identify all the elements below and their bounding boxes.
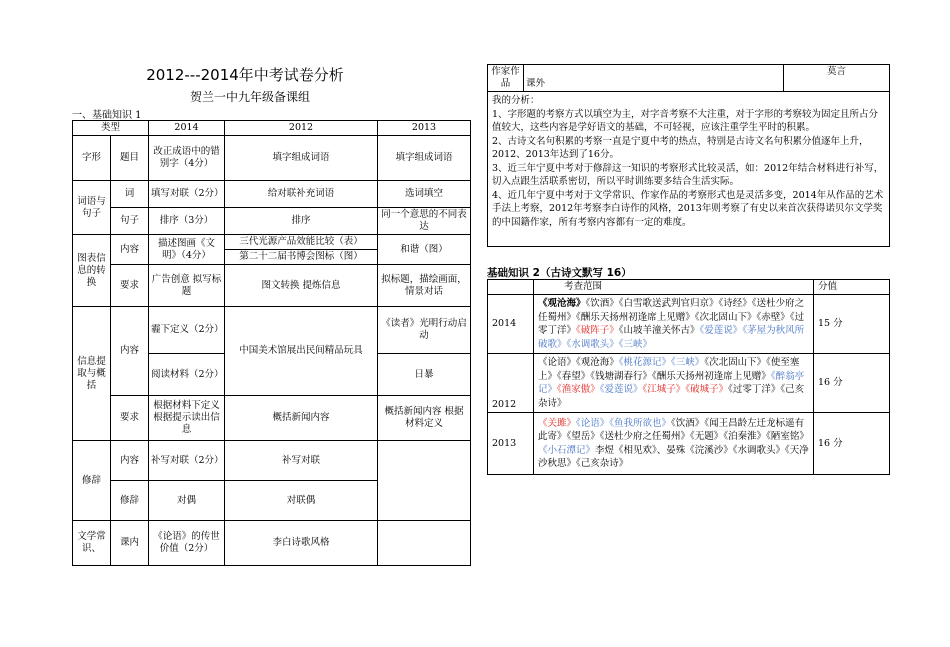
poem-title: 《饮酒》	[671, 417, 705, 429]
sub-cell: 课内	[111, 521, 149, 566]
poem-title: 《使至塞上》	[538, 357, 800, 382]
category-cell: 信息提取与概括	[73, 307, 111, 441]
table-row	[73, 521, 471, 566]
poem-title: 《送杜少府之任蜀州》	[538, 298, 805, 323]
poem-title: 《论语》	[538, 357, 577, 368]
cell-2014: 广告创意 拟写标题	[149, 265, 225, 307]
cell-2014: 霾下定义（2分）	[149, 307, 225, 354]
analysis-point: 1、字形题的考察方式以填空为主，对字音考察不大注重，对于字形的考察较为固定且所占分值较大，这些内容是学好语文的基础，不可轻视，应该注重学生平时的积累。	[492, 108, 879, 133]
cell-2013	[378, 441, 471, 521]
section-heading-1: 一、基础知识 1	[72, 110, 142, 121]
cell-2014: 阅读材料（2分）	[149, 354, 225, 396]
cell-2014: 排序（3分）	[149, 208, 225, 235]
cell-2013: 选词填空	[378, 181, 471, 208]
author-analysis-table	[487, 64, 890, 247]
sub-cell: 要求	[111, 396, 149, 441]
cell-2014: 改正成语中的错别字（4分）	[149, 136, 225, 181]
cell-2013: 日暴	[378, 354, 471, 396]
table-row	[73, 181, 471, 208]
cell-2013: 同一个意思的不同表达	[378, 208, 471, 235]
poem-title: 《山坡羊潼关怀古》	[618, 325, 700, 336]
year-cell: 2014	[488, 295, 534, 354]
category-cell: 字形	[73, 136, 111, 181]
cell-2013: 和谐（图）	[378, 235, 471, 265]
author-label: 作家作品	[488, 65, 524, 92]
cell-2013: 填字组成词语	[378, 136, 471, 181]
header-2014: 2014	[149, 121, 225, 136]
poem-title: 《次北固山下》	[704, 357, 767, 368]
poem-title: 《江城子》	[642, 384, 686, 395]
score-cell: 16 分	[814, 354, 890, 413]
sub-cell: 句子	[111, 208, 149, 235]
sub-cell: 内容	[111, 441, 149, 481]
poem-title: 《白雪歌送武判官归京》	[618, 298, 719, 309]
section-heading-2: 基础知识 2（古诗文默写 16）	[487, 267, 632, 279]
poem-title: 《鱼我所欲也》	[609, 417, 672, 429]
poem-title: 《饮酒》	[585, 298, 619, 309]
analysis-heading: 我的分析：	[492, 95, 540, 106]
sub-cell: 题目	[111, 136, 149, 181]
poem-title: 《无题》	[690, 431, 724, 442]
year-cell: 2013	[488, 413, 534, 475]
cell-2012: 三代光源产品效能比较（表）	[225, 235, 378, 250]
cell-2014: 描述图画《文明》（4分）	[149, 235, 225, 265]
poem-title: 《春望》	[557, 370, 591, 382]
poem-title: 《渔家傲》	[557, 384, 600, 395]
poems-cell	[534, 413, 814, 475]
sub-cell: 内容	[111, 235, 149, 265]
poem-title: 《己亥杂诗》	[576, 458, 629, 469]
cell-2012: 李白诗歌风格	[225, 521, 378, 566]
table-row	[73, 396, 471, 441]
category-cell: 修辞	[73, 441, 111, 521]
poem-title: 《过零丁洋》	[728, 384, 781, 395]
cell-2012: 图文转换 提炼信息	[225, 265, 378, 307]
category-cell: 图表信息的转换	[73, 235, 111, 307]
poem-title: 《望岳》	[566, 431, 600, 442]
cell-2013	[378, 521, 471, 566]
poem-title: 《三峡》	[671, 357, 705, 368]
table-row	[73, 208, 471, 235]
header-2012: 2012	[225, 121, 378, 136]
cell-2012: 填字组成词语	[225, 136, 378, 181]
poem-title: 《观沧海》	[576, 357, 619, 368]
poem-title: 李煜《相见欢》、晏殊《浣溪沙》	[595, 444, 733, 456]
table-row	[488, 354, 890, 413]
sub-cell: 词	[111, 181, 149, 208]
poem-title: 《酬乐天扬州初逢席上见赠》	[652, 370, 771, 382]
poem-title: 《破城子》	[685, 384, 729, 395]
analysis-point: 2、古诗文名句积累的考察一直是宁夏中考的热点，特别是古诗文名句积累分值逐年上升，2012、2013年达到了16分。	[492, 135, 869, 160]
poem-title: 《水调歌头》	[566, 338, 619, 350]
poem-title: 《泊秦淮》	[723, 431, 767, 442]
score-cell: 15 分	[814, 295, 890, 354]
poetry-table	[487, 279, 890, 475]
cell-2014: 根据材料下定义 根据提示读出信息	[149, 396, 225, 441]
poem-title: 《小石潭记》	[538, 444, 596, 456]
header-2013: 2013	[378, 121, 471, 136]
table-row	[488, 413, 890, 475]
poem-title: 《醉翁亭记》	[538, 370, 805, 395]
table-row	[73, 265, 471, 307]
cell-2012: 中国美术馆展出民间精品玩具	[225, 307, 378, 396]
analysis-point: 4、近几年宁夏中考对于文学常识、作家作品的考察形式也是灵活多变，2014年从作品的艺术手法上考察，2012年考察李白诗作的风格，2013年则考察了有史以来首次获得诺贝尔文学奖的中国籍作家，所有考察内容都有一定的难度。	[492, 189, 884, 228]
cell-2013: 概括新闻内容 根据材料定义	[378, 396, 471, 441]
exam-analysis-table	[72, 120, 471, 566]
table-row	[73, 307, 471, 354]
page-title: 2012---2014年中考试卷分析	[146, 66, 344, 84]
poem-title: 《赤壁》	[756, 311, 790, 323]
poem-title: 《酬乐天扬州初逢席上见赠》	[576, 311, 695, 323]
poem-title: 《过零丁洋》	[538, 311, 805, 336]
author-value: 莫言	[784, 65, 890, 92]
table-row	[73, 441, 471, 481]
page-subtitle: 贺兰一中九年级备课组	[189, 90, 310, 104]
poem-title: 《送杜少府之任蜀州》	[599, 431, 691, 442]
poem-title: 《爱莲说》	[699, 325, 743, 336]
analysis-cell	[488, 92, 890, 247]
analysis-point: 3、近三年宁夏中考对于修辞这一知识的考察形式比较灵活，如：2012年结合材料进行补写，切入点跟生活联系密切，所以平时训练要多结合生活实际。	[492, 162, 884, 187]
sub-cell: 内容	[111, 307, 149, 396]
poem-title: 《论语》	[576, 417, 610, 429]
cell-2013: 《读者》光明行动启动	[378, 307, 471, 354]
category-cell: 文学常识、	[73, 521, 111, 566]
table-row	[73, 235, 471, 250]
cell-2012: 对联偶	[225, 481, 378, 521]
sub-cell: 修辞	[111, 481, 149, 521]
poem-title: 《三峡》	[618, 338, 653, 350]
poem-title: 《茅屋为秋风所破歌》	[538, 325, 805, 350]
poem-title: 《观沧海》	[538, 298, 586, 309]
author-sub-label: 课外	[524, 65, 784, 92]
cell-2013: 拟标题，描绘画面，情景对话	[378, 265, 471, 307]
poem-title: 《破阵子》	[576, 325, 619, 336]
poem-title: 《己亥杂诗》	[538, 384, 805, 409]
cell-2014: 补写对联（2分）	[149, 441, 225, 481]
sub-cell: 要求	[111, 265, 149, 307]
score-cell: 16 分	[814, 413, 890, 475]
header-empty	[488, 280, 534, 295]
header-type: 类型	[73, 121, 149, 136]
poem-title: 《诗经》	[718, 298, 752, 309]
poem-title: 《闻王昌龄左迁龙标遥有此寄》	[538, 417, 805, 442]
cell-2012: 补写对联	[225, 441, 378, 481]
table-row	[488, 295, 890, 354]
poem-title: 《钱塘湖春行》	[590, 370, 653, 382]
poems-cell	[534, 295, 814, 354]
poem-title: 《水调歌头》	[732, 444, 786, 456]
header-scope: 考查范围	[534, 280, 814, 295]
table-row	[73, 136, 471, 181]
header-score: 分值	[814, 280, 890, 295]
category-cell: 词语与句子	[73, 181, 111, 235]
cell-2014: 填写对联（2分）	[149, 181, 225, 208]
poem-title: 《桃花源记》	[618, 357, 672, 368]
poem-title: 《次北固山下》	[694, 311, 757, 323]
cell-2012: 给对联补充词语	[225, 181, 378, 208]
poem-title: 《关雎》	[538, 417, 577, 429]
cell-2014: 对偶	[149, 481, 225, 521]
poem-title: 《爱莲说》	[599, 384, 643, 395]
poems-cell	[534, 354, 814, 413]
cell-2012: 排序	[225, 208, 378, 235]
cell-2012: 概括新闻内容	[225, 396, 378, 441]
poem-title: 《陋室铭》	[766, 431, 809, 442]
poem-title: 《天净沙秋思》	[538, 444, 809, 469]
cell-2012: 第二十二届书博会图标（图）	[225, 250, 378, 265]
cell-2014: 《论语》的传世价值（2分）	[149, 521, 225, 566]
year-cell: 2012	[488, 354, 534, 413]
